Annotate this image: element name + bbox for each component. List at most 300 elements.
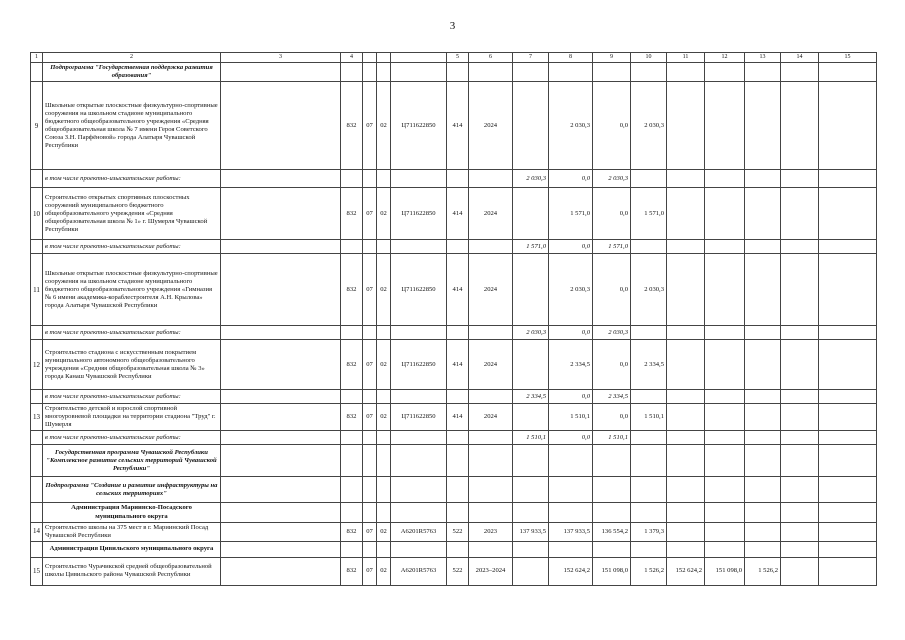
blank-cell [593, 63, 631, 82]
section-code: 07 [363, 404, 377, 431]
blank-cell [31, 326, 43, 340]
blank-cell [31, 431, 43, 445]
value-col13 [781, 188, 819, 240]
value-col10 [667, 254, 705, 326]
value-col14 [819, 188, 877, 240]
value-col14 [819, 254, 877, 326]
blank-cell [221, 477, 341, 503]
subtotal-label: в том числе проектно-изыскательские работы: [43, 170, 221, 188]
section-title: Государственная программа Чувашской Республики "Комплексное развитие сельских территорий Чувашской Республики" [43, 445, 221, 477]
section-code: 07 [363, 340, 377, 390]
section-row [31, 63, 877, 82]
blank-cell [667, 240, 705, 254]
blank-cell [549, 445, 593, 477]
value-col11 [705, 254, 745, 326]
year-cell: 2024 [469, 254, 513, 326]
object-name: Школьные открытые плоскостные физкультурно-спортивные сооружения на школьном стадионе муниципального бюджетного общеобразовательного учреждения «Средняя общеобразовательная школа № 7 имени Героя Советского Союза З.Н. Парфёновой» города Алатыря Чувашской Республики [43, 82, 221, 170]
blank-cell [363, 63, 377, 82]
column-number [391, 53, 447, 63]
value-col11: 151 098,0 [705, 557, 745, 585]
expense-type-code: 522 [447, 522, 469, 541]
value-total: 1 571,0 [549, 188, 593, 240]
object-name: Строительство школы на 375 мест в г. Мариинский Посад Чувашской Республики [43, 522, 221, 541]
grbs-code: 832 [341, 340, 363, 390]
value-total: 1 510,1 [513, 431, 549, 445]
row-number: 15 [31, 557, 43, 585]
value-col6 [513, 557, 549, 585]
blank-cell [667, 503, 705, 522]
value-total: 2 030,3 [513, 170, 549, 188]
subtotal-row [31, 390, 877, 404]
blank-cell [819, 326, 877, 340]
blank-cell [447, 63, 469, 82]
target-article-code: Ц711622850 [391, 254, 447, 326]
blank-cell [363, 170, 377, 188]
value-col10 [667, 522, 705, 541]
blank-cell [745, 170, 781, 188]
value-regional: 2 030,3 [631, 254, 667, 326]
blank-cell [705, 431, 745, 445]
expense-type-code: 414 [447, 82, 469, 170]
blank-cell [781, 240, 819, 254]
blank-cell [31, 63, 43, 82]
blank-cell [593, 477, 631, 503]
blank-cell [745, 326, 781, 340]
value-federal: 0,0 [549, 240, 593, 254]
subtotal-row [31, 431, 877, 445]
table-row [31, 404, 877, 431]
section-code: 07 [363, 557, 377, 585]
value-col10 [667, 188, 705, 240]
column-number: 4 [341, 53, 363, 63]
blank-cell [631, 431, 667, 445]
column-number: 15 [819, 53, 877, 63]
value-regional: 1 571,0 [593, 240, 631, 254]
subsection-code: 02 [377, 82, 391, 170]
blank-cell [341, 170, 363, 188]
row-number: 10 [31, 188, 43, 240]
grbs-code: 832 [341, 82, 363, 170]
blank-cell [341, 240, 363, 254]
blank-cell [377, 431, 391, 445]
blank-cell [469, 541, 513, 557]
value-col12 [745, 188, 781, 240]
subsection-code: 02 [377, 557, 391, 585]
blank-cell [341, 541, 363, 557]
blank-cell [631, 503, 667, 522]
blank-cell [549, 503, 593, 522]
subsection-code: 02 [377, 522, 391, 541]
blank-cell [705, 477, 745, 503]
value-total: 2 334,5 [549, 340, 593, 390]
section-title: Администрация Мариинско-Посадского муниципального округа [43, 503, 221, 522]
value-federal: 0,0 [593, 404, 631, 431]
blank-cell [363, 541, 377, 557]
value-federal: 0,0 [549, 326, 593, 340]
blank-cell [819, 240, 877, 254]
blank-cell [221, 340, 341, 390]
blank-cell [593, 503, 631, 522]
value-total: 2 030,3 [549, 82, 593, 170]
object-name: Строительство детской и взрослой спортивной многоуровневой площадки на территории стадиона "Труд" г. Шумерля [43, 404, 221, 431]
blank-cell [377, 170, 391, 188]
blank-cell [377, 503, 391, 522]
value-regional: 1 510,1 [631, 404, 667, 431]
blank-cell [447, 240, 469, 254]
blank-cell [221, 170, 341, 188]
blank-cell [391, 240, 447, 254]
value-federal: 151 098,0 [593, 557, 631, 585]
header-row [31, 53, 877, 63]
blank-cell [819, 431, 877, 445]
grbs-code: 832 [341, 254, 363, 326]
blank-cell [341, 445, 363, 477]
subtotal-label: в том числе проектно-изыскательские работы: [43, 240, 221, 254]
value-regional: 2 334,5 [593, 390, 631, 404]
blank-cell [377, 63, 391, 82]
blank-cell [781, 390, 819, 404]
blank-cell [31, 477, 43, 503]
blank-cell [781, 63, 819, 82]
row-number: 11 [31, 254, 43, 326]
blank-cell [447, 431, 469, 445]
blank-cell [631, 63, 667, 82]
expense-type-code: 414 [447, 404, 469, 431]
subtotal-label: в том числе проектно-изыскательские работы: [43, 326, 221, 340]
table-row [31, 188, 877, 240]
subtotal-row [31, 170, 877, 188]
column-number: 10 [631, 53, 667, 63]
budget-table [30, 52, 877, 586]
blank-cell [469, 63, 513, 82]
blank-cell [391, 326, 447, 340]
blank-cell [513, 541, 549, 557]
blank-cell [391, 503, 447, 522]
blank-cell [221, 390, 341, 404]
column-number: 14 [781, 53, 819, 63]
value-regional: 2 030,3 [593, 326, 631, 340]
blank-cell [377, 477, 391, 503]
blank-cell [363, 326, 377, 340]
value-col6 [513, 188, 549, 240]
blank-cell [549, 541, 593, 557]
blank-cell [377, 390, 391, 404]
grbs-code: 832 [341, 522, 363, 541]
blank-cell [447, 170, 469, 188]
page-number: 3 [449, 20, 456, 32]
value-col10: 152 624,2 [667, 557, 705, 585]
object-name: Строительство открытых спортивных плоскостных сооружений муниципального бюджетного общеобразовательного учреждения «Средняя общеобразовательная школа № 1» г. Шумерля Чувашской Республики [43, 188, 221, 240]
blank-cell [31, 240, 43, 254]
blank-cell [31, 445, 43, 477]
blank-cell [631, 445, 667, 477]
value-col12 [745, 254, 781, 326]
blank-cell [31, 541, 43, 557]
blank-cell [221, 63, 341, 82]
column-number: 13 [745, 53, 781, 63]
column-number: 2 [43, 53, 221, 63]
value-col10 [667, 340, 705, 390]
expense-type-code: 414 [447, 188, 469, 240]
section-code: 07 [363, 254, 377, 326]
value-col6 [513, 82, 549, 170]
column-number: 12 [705, 53, 745, 63]
value-federal: 0,0 [593, 254, 631, 326]
blank-cell [781, 477, 819, 503]
blank-cell [341, 326, 363, 340]
value-federal: 0,0 [593, 188, 631, 240]
section-code: 07 [363, 522, 377, 541]
value-col12 [745, 404, 781, 431]
blank-cell [705, 445, 745, 477]
blank-cell [221, 82, 341, 170]
row-number: 14 [31, 522, 43, 541]
expense-type-code: 522 [447, 557, 469, 585]
column-number [363, 53, 377, 63]
blank-cell [745, 503, 781, 522]
blank-cell [667, 431, 705, 445]
blank-cell [513, 503, 549, 522]
blank-cell [391, 541, 447, 557]
value-federal: 0,0 [549, 431, 593, 445]
value-col6 [513, 254, 549, 326]
subsection-code: 02 [377, 254, 391, 326]
section-row [31, 477, 877, 503]
object-name: Строительство Чурачикской средней общеобразовательной школы Цивильского района Чувашской Республики [43, 557, 221, 585]
object-name: Строительство стадиона с искусственным покрытием муниципального автономного общеобразовательного учреждения «Средняя общеобразовательная школа № 3» города Канаш Чувашской Республики [43, 340, 221, 390]
blank-cell [667, 390, 705, 404]
blank-cell [447, 390, 469, 404]
blank-cell [705, 390, 745, 404]
blank-cell [341, 431, 363, 445]
blank-cell [363, 445, 377, 477]
blank-cell [819, 477, 877, 503]
blank-cell [705, 240, 745, 254]
value-total: 2 334,5 [513, 390, 549, 404]
blank-cell [377, 326, 391, 340]
blank-cell [745, 240, 781, 254]
blank-cell [667, 326, 705, 340]
blank-cell [819, 503, 877, 522]
value-federal: 0,0 [549, 390, 593, 404]
column-number: 6 [469, 53, 513, 63]
table-row [31, 557, 877, 585]
value-col14 [819, 340, 877, 390]
blank-cell [667, 445, 705, 477]
target-article-code: Ц711622850 [391, 404, 447, 431]
value-regional: 2 030,3 [631, 82, 667, 170]
blank-cell [819, 63, 877, 82]
blank-cell [781, 170, 819, 188]
value-col12 [745, 340, 781, 390]
blank-cell [745, 63, 781, 82]
value-col14 [819, 404, 877, 431]
blank-cell [31, 503, 43, 522]
blank-cell [745, 477, 781, 503]
blank-cell [745, 390, 781, 404]
blank-cell [377, 541, 391, 557]
blank-cell [221, 541, 341, 557]
blank-cell [377, 240, 391, 254]
blank-cell [549, 63, 593, 82]
year-cell: 2024 [469, 82, 513, 170]
blank-cell [781, 326, 819, 340]
subtotal-row [31, 326, 877, 340]
section-title: Подпрограмма "Создание и развитие инфраструктуры на сельских территориях" [43, 477, 221, 503]
blank-cell [549, 477, 593, 503]
blank-cell [745, 445, 781, 477]
target-article-code: A6201R5763 [391, 522, 447, 541]
row-number: 13 [31, 404, 43, 431]
blank-cell [819, 445, 877, 477]
blank-cell [341, 390, 363, 404]
value-col6: 137 933,5 [513, 522, 549, 541]
value-col13 [781, 340, 819, 390]
blank-cell [469, 503, 513, 522]
value-col13 [781, 254, 819, 326]
blank-cell [781, 541, 819, 557]
subtotal-row [31, 240, 877, 254]
blank-cell [447, 445, 469, 477]
blank-cell [363, 240, 377, 254]
object-name: Школьные открытые плоскостные физкультурно-спортивные сооружения на школьном стадионе муниципального бюджетного общеобразовательного учреждения «Гимназия № 6 имени академика-кораблестроителя А.Н. Крылова» города Алатыря Чувашской Республики [43, 254, 221, 326]
target-article-code: Ц711622850 [391, 340, 447, 390]
blank-cell [377, 445, 391, 477]
blank-cell [781, 431, 819, 445]
blank-cell [705, 503, 745, 522]
column-number: 9 [593, 53, 631, 63]
blank-cell [363, 477, 377, 503]
value-col13 [781, 522, 819, 541]
blank-cell [221, 240, 341, 254]
value-total: 152 624,2 [549, 557, 593, 585]
blank-cell [469, 431, 513, 445]
blank-cell [221, 404, 341, 431]
column-number: 5 [447, 53, 469, 63]
blank-cell [31, 170, 43, 188]
value-col12: 1 526,2 [745, 557, 781, 585]
blank-cell [705, 326, 745, 340]
value-col14 [819, 522, 877, 541]
value-col11 [705, 340, 745, 390]
blank-cell [221, 188, 341, 240]
blank-cell [447, 326, 469, 340]
blank-cell [513, 63, 549, 82]
table-row [31, 82, 877, 170]
value-col14 [819, 557, 877, 585]
blank-cell [221, 503, 341, 522]
value-federal: 0,0 [593, 82, 631, 170]
column-number: 1 [31, 53, 43, 63]
blank-cell [391, 170, 447, 188]
blank-cell [391, 63, 447, 82]
blank-cell [341, 477, 363, 503]
blank-cell [631, 170, 667, 188]
blank-cell [447, 477, 469, 503]
section-title: Подпрограмма "Государственная поддержка развития образования" [43, 63, 221, 82]
value-federal: 0,0 [549, 170, 593, 188]
blank-cell [469, 445, 513, 477]
value-regional: 1 526,2 [631, 557, 667, 585]
blank-cell [341, 503, 363, 522]
value-total: 2 030,3 [549, 254, 593, 326]
value-total: 1 510,1 [549, 404, 593, 431]
blank-cell [593, 445, 631, 477]
blank-cell [221, 431, 341, 445]
blank-cell [819, 170, 877, 188]
blank-cell [221, 557, 341, 585]
target-article-code: Ц711622850 [391, 188, 447, 240]
blank-cell [469, 240, 513, 254]
blank-cell [221, 522, 341, 541]
value-col14 [819, 82, 877, 170]
blank-cell [363, 503, 377, 522]
blank-cell [221, 326, 341, 340]
section-row [31, 541, 877, 557]
expense-type-code: 414 [447, 340, 469, 390]
subsection-code: 02 [377, 340, 391, 390]
section-code: 07 [363, 188, 377, 240]
blank-cell [391, 390, 447, 404]
column-number: 11 [667, 53, 705, 63]
target-article-code: Ц711622850 [391, 82, 447, 170]
value-col10 [667, 404, 705, 431]
subtotal-label: в том числе проектно-изыскательские работы: [43, 390, 221, 404]
grbs-code: 832 [341, 188, 363, 240]
value-col11 [705, 404, 745, 431]
blank-cell [221, 445, 341, 477]
column-number: 3 [221, 53, 341, 63]
year-cell: 2023–2024 [469, 557, 513, 585]
subsection-code: 02 [377, 188, 391, 240]
section-row [31, 445, 877, 477]
blank-cell [631, 390, 667, 404]
blank-cell [593, 541, 631, 557]
blank-cell [667, 541, 705, 557]
blank-cell [447, 503, 469, 522]
blank-cell [705, 170, 745, 188]
subsection-code: 02 [377, 404, 391, 431]
value-regional: 2 334,5 [631, 340, 667, 390]
blank-cell [469, 326, 513, 340]
expense-type-code: 414 [447, 254, 469, 326]
table-row [31, 340, 877, 390]
blank-cell [631, 326, 667, 340]
year-cell: 2023 [469, 522, 513, 541]
blank-cell [391, 431, 447, 445]
blank-cell [221, 254, 341, 326]
value-federal: 136 554,2 [593, 522, 631, 541]
blank-cell [745, 541, 781, 557]
section-code: 07 [363, 82, 377, 170]
value-total: 2 030,3 [513, 326, 549, 340]
value-col6 [513, 404, 549, 431]
blank-cell [781, 445, 819, 477]
value-col10 [667, 82, 705, 170]
blank-cell [469, 477, 513, 503]
value-col13 [781, 82, 819, 170]
column-number: 8 [549, 53, 593, 63]
target-article-code: A6201R5763 [391, 557, 447, 585]
value-col11 [705, 188, 745, 240]
row-number: 12 [31, 340, 43, 390]
value-regional: 1 571,0 [631, 188, 667, 240]
blank-cell [781, 503, 819, 522]
blank-cell [363, 431, 377, 445]
blank-cell [705, 541, 745, 557]
blank-cell [469, 170, 513, 188]
blank-cell [513, 477, 549, 503]
